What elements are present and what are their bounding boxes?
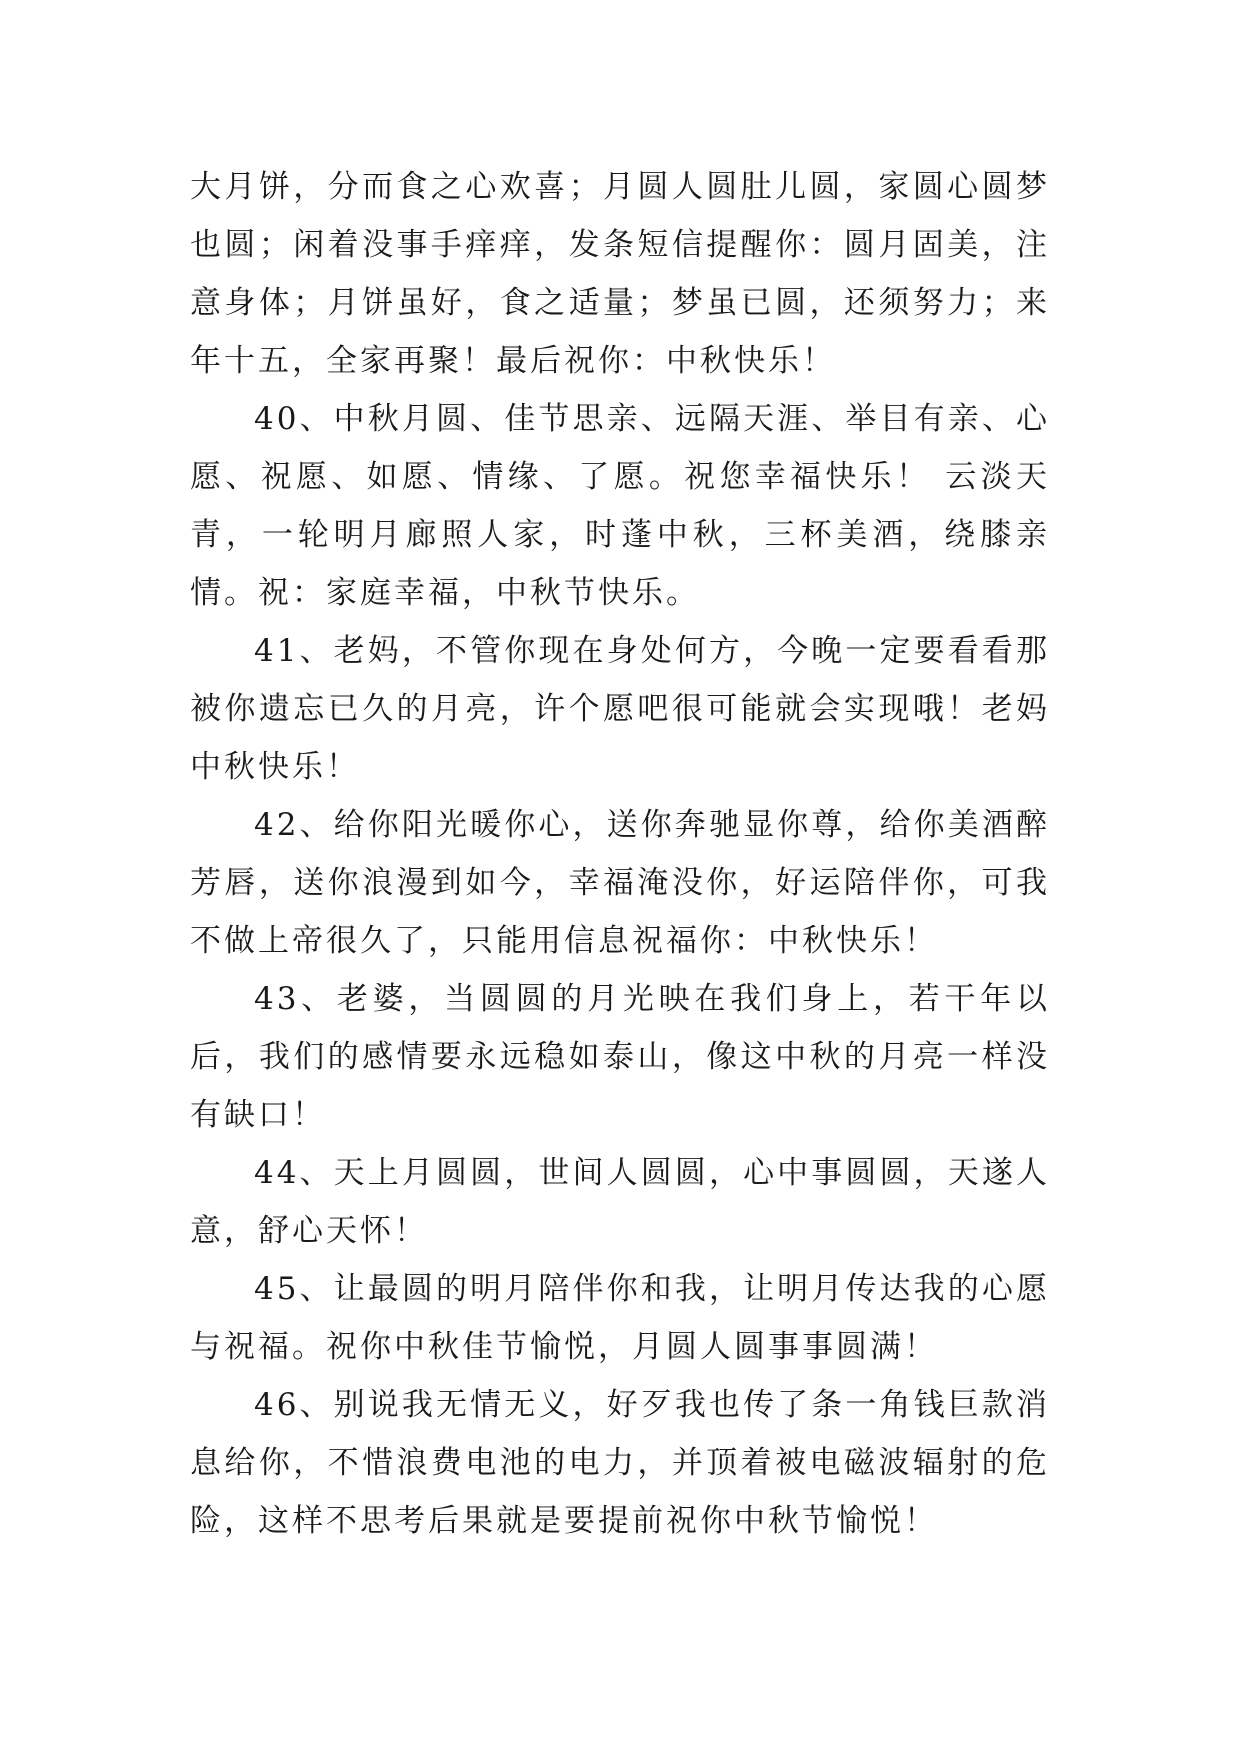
paragraph-item-41: 41、老妈，不管你现在身处何方，今晚一定要看看那被你遗忘已久的月亮，许个愿吧很可能就会实现哦！老妈中秋快乐！: [190, 633, 1050, 785]
paragraph-continuation: 大月饼，分而食之心欢喜；月圆人圆肚儿圆，家圆心圆梦也圆；闲着没事手痒痒，发条短信提醒你：圆月固美，注意身体；月饼虽好，食之适量；梦虽已圆，还须努力；来年十五，全家再聚！最后祝你：中秋快乐！: [190, 169, 1050, 379]
paragraph-item-40: 40、中秋月圆、佳节思亲、远隔天涯、举目有亲、心愿、祝愿、如愿、情缘、了愿。祝您幸福快乐！ 云淡天青，一轮明月廊照人家，时蓬中秋，三杯美酒，绕膝亲情。祝：家庭幸福，中秋节快乐。: [190, 401, 1050, 611]
paragraph-item-44: 44、天上月圆圆，世间人圆圆，心中事圆圆，天遂人意，舒心天怀！: [190, 1155, 1050, 1249]
paragraph-item-46: 46、别说我无情无义，好歹我也传了条一角钱巨款消息给你，不惜浪费电池的电力，并顶着被电磁波辐射的危险，这样不思考后果就是要提前祝你中秋节愉悦！: [190, 1387, 1050, 1539]
document-body: [190, 158, 1050, 1550]
paragraph-item-45: 45、让最圆的明月陪伴你和我，让明月传达我的心愿与祝福。祝你中秋佳节愉悦，月圆人圆事事圆满！: [190, 1271, 1050, 1365]
paragraph-item-43: 43、老婆，当圆圆的月光映在我们身上，若干年以后，我们的感情要永远稳如泰山，像这中秋的月亮一样没有缺口！: [190, 981, 1050, 1133]
paragraph-item-42: 42、给你阳光暖你心，送你奔驰显你尊，给你美酒醉芳唇，送你浪漫到如今，幸福淹没你，好运陪伴你，可我不做上帝很久了，只能用信息祝福你：中秋快乐！: [190, 807, 1050, 959]
